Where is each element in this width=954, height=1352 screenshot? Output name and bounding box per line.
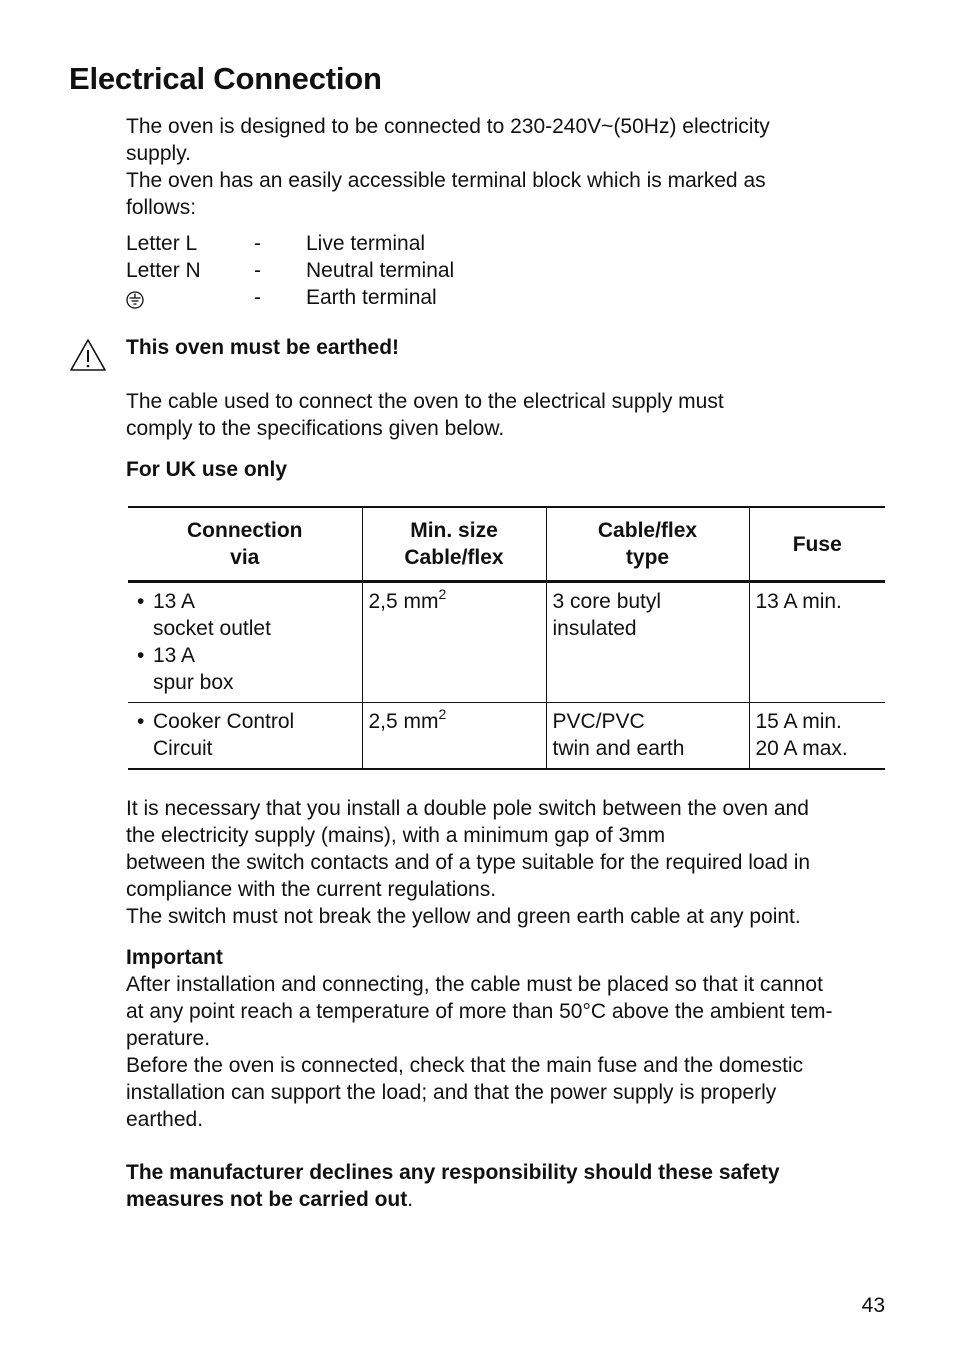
text-line: perature. xyxy=(126,1027,211,1050)
terminal-dash: - xyxy=(254,286,261,309)
text-line: The switch must not break the yellow and green earth cable at any point. xyxy=(126,905,801,928)
text-line: follows: xyxy=(126,196,197,219)
table-header-row xyxy=(128,507,885,582)
text-line: measures not be carried out. xyxy=(126,1188,414,1211)
disclaimer xyxy=(126,1159,780,1213)
terminal-row-neutral xyxy=(126,257,626,284)
header-min-size: Min. size Cable/flex xyxy=(362,507,546,582)
text-line: earthed. xyxy=(126,1108,204,1131)
header-cable-type: Cable/flex type xyxy=(546,507,749,582)
important-heading: Important xyxy=(126,946,223,969)
header-connection: Connection via xyxy=(128,507,362,582)
table-row xyxy=(128,582,885,703)
page-title: Electrical Connection xyxy=(69,61,382,96)
list-item: • 13 A spur box xyxy=(137,644,234,694)
text-line: The oven has an easily accessible terminal block which is marked as xyxy=(126,169,766,192)
header-fuse: Fuse xyxy=(749,507,885,582)
terminal-list xyxy=(126,230,626,314)
text-line: at any point reach a temperature of more than 50°C above the ambient tem- xyxy=(126,1000,833,1023)
cell-size: 2,5 $mm^2$ xyxy=(362,703,546,770)
terminal-dash: - xyxy=(254,232,261,255)
switch-paragraph xyxy=(126,795,810,930)
text-line: The oven is designed to be connected to 230-240V~(50Hz) electricity xyxy=(126,115,770,138)
cable-paragraph xyxy=(126,388,724,442)
terminal-desc: Live terminal xyxy=(306,232,426,255)
terminal-row-earth xyxy=(126,284,626,311)
text-line: the electricity supply (mains), with a minimum gap of 3mm xyxy=(126,824,666,847)
list-item: • Cooker Control Circuit xyxy=(137,710,295,760)
text-line: installation can support the load; and that the power supply is properly xyxy=(126,1081,777,1104)
terminal-row-live xyxy=(126,230,626,257)
text-line: It is necessary that you install a double pole switch between the oven and xyxy=(126,797,809,820)
cell-size: 2,5 $mm^2$ xyxy=(362,582,546,703)
text-line: Before the oven is connected, check that the main fuse and the domestic xyxy=(126,1054,804,1077)
table-row xyxy=(128,703,885,770)
uk-heading: For UK use only xyxy=(126,458,288,481)
cell-type: PVC/PVC twin and earth xyxy=(546,703,749,770)
text-line: between the switch contacts and of a type suitable for the required load in xyxy=(126,851,811,874)
text-line: compliance with the current regulations. xyxy=(126,878,497,901)
terminal-label: Letter N xyxy=(126,259,201,282)
important-paragraph xyxy=(126,971,832,1133)
terminal-desc: Earth terminal xyxy=(306,286,437,309)
cable-spec-table xyxy=(128,506,885,770)
cell-type: 3 core butyl insulated xyxy=(546,582,749,703)
cell-fuse: 15 A min. 20 A max. xyxy=(749,703,885,770)
page-number: 43 xyxy=(861,1294,885,1317)
intro-paragraph xyxy=(126,113,770,221)
list-item: • 13 A socket outlet xyxy=(137,590,271,640)
text-line: The cable used to connect the oven to the electrical supply must xyxy=(126,390,724,413)
cell-fuse: 13 A min. xyxy=(749,582,885,703)
earth-symbol-icon xyxy=(126,289,144,316)
text-line: After installation and connecting, the cable must be placed so that it cannot xyxy=(126,973,823,996)
warning-text: This oven must be earthed! xyxy=(126,336,400,359)
terminal-desc: Neutral terminal xyxy=(306,259,455,282)
text-line: supply. xyxy=(126,142,191,165)
terminal-label: Letter L xyxy=(126,232,198,255)
cell-connection xyxy=(128,703,362,770)
warning-triangle-icon xyxy=(69,338,107,377)
cell-connection xyxy=(128,582,362,703)
terminal-dash: - xyxy=(254,259,261,282)
text-line: comply to the specifications given below. xyxy=(126,417,505,440)
text-line: The manufacturer declines any responsibility should these safety xyxy=(126,1161,780,1184)
